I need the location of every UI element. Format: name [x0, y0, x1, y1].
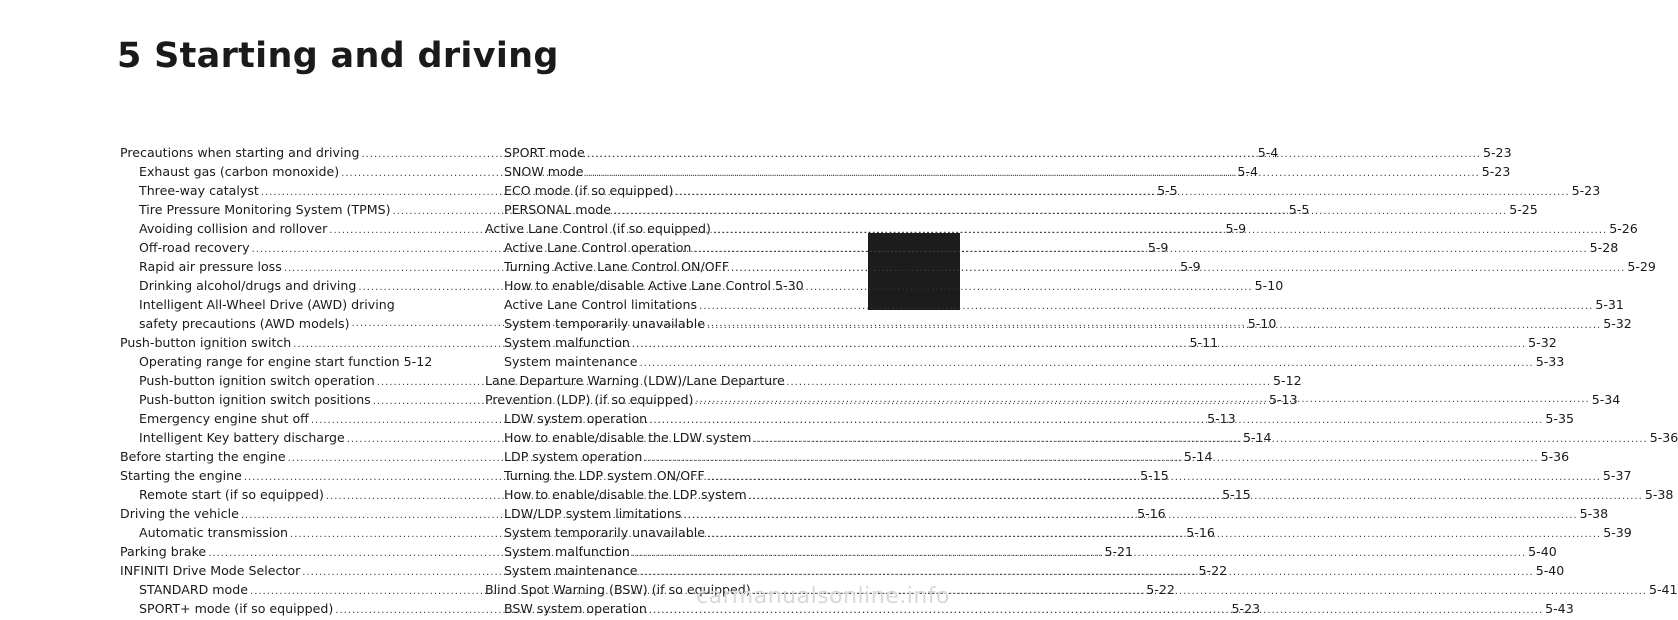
toc-entry-page: 5-5	[1157, 183, 1178, 198]
toc-entry-page: 5-33	[1535, 354, 1565, 369]
dot-leader	[731, 259, 1625, 278]
toc-entry-page: 5-21	[1104, 544, 1134, 559]
toc-entry-page: 5-26	[1609, 221, 1638, 236]
toc-entry-page: 5-37	[1602, 468, 1632, 483]
toc-entry-title: Avoiding collision and rollover	[139, 221, 328, 236]
toc-entry-title: How to enable/disable the LDP system	[504, 487, 747, 502]
toc-entry-title: Prevention (LDP) (if so equipped)	[485, 392, 694, 407]
toc-entry-page: 5-11	[1189, 335, 1219, 350]
toc-entry-title: Intelligent All-Wheel Drive (AWD) driving	[139, 297, 395, 312]
toc-entry-page: 5-34	[1591, 392, 1621, 407]
toc-entry-page: 5-23	[1571, 183, 1601, 198]
toc-entry-title: System temporarily unavailable	[504, 316, 705, 331]
toc-entry-page: 5-36	[1649, 430, 1678, 445]
toc-entry-page: 5-22	[1146, 582, 1175, 597]
toc-entry-page: 5-15	[1222, 487, 1251, 502]
toc-entry-title: Driving the vehicle	[120, 506, 239, 521]
toc-entry-page: 5-10	[1247, 316, 1277, 331]
toc-entry-page: 5-9	[1225, 221, 1247, 236]
toc-entry-title: LDP system operation	[504, 449, 643, 464]
toc-entry-page: 5-40	[1535, 563, 1565, 578]
toc-entry-title: Active Lane Control (if so equipped)	[485, 221, 711, 236]
toc-entry-title: safety precautions (AWD models)	[139, 316, 350, 331]
toc-entry-page: 5-30	[775, 278, 804, 293]
toc-entry-page: 5-16	[1137, 506, 1166, 521]
toc-entry-page: 5-22	[1198, 563, 1228, 578]
dot-leader	[707, 316, 1601, 335]
toc-entry-page: 5-4	[1257, 145, 1279, 160]
toc-entry-page: 5-14	[1183, 449, 1213, 464]
toc-entry-title: Tire Pressure Monitoring System (TPMS)	[139, 202, 391, 217]
toc-entry-title: SPORT+ mode (if so equipped)	[139, 601, 334, 616]
toc-entry-page: 5-39	[1603, 525, 1632, 540]
toc-entry-title: Starting the engine	[120, 468, 242, 483]
toc-entry-title: System maintenance	[504, 563, 638, 578]
toc-entry-title: Blind Spot Warning (BSW) (if so equipped)	[485, 582, 751, 597]
toc-entry-page: 5-12	[403, 354, 433, 369]
toc-entry-title: Emergency engine shut off	[139, 411, 309, 426]
toc-entry-page: 5-9	[1180, 259, 1201, 274]
toc-entry-title: INFINITI Drive Mode Selector	[120, 563, 301, 578]
toc-entry-page: 5-32	[1528, 335, 1557, 350]
toc-entry-page: 5-38	[1644, 487, 1674, 502]
toc-entry-title: Turning the LDP system ON/OFF	[504, 468, 705, 483]
toc-entry-title: Intelligent Key battery discharge	[139, 430, 345, 445]
dot-leader	[753, 430, 1647, 449]
toc-entry-title: SNOW mode	[504, 164, 584, 179]
toc-entry-title: System maintenance	[504, 354, 638, 369]
toc-entry-title: System temporarily unavailable	[504, 525, 705, 540]
toc-entry-page: 5-36	[1540, 449, 1570, 464]
toc-entry-title: LDW/LDP system limitations	[504, 506, 682, 521]
toc-entry[interactable]	[485, 276, 804, 295]
dot-leader	[675, 183, 1569, 202]
toc-entry-page: 5-23	[1483, 145, 1512, 160]
toc-entry-page: 5-31	[1595, 297, 1624, 312]
toc-entry-title: PERSONAL mode	[504, 202, 611, 217]
dot-leader	[707, 525, 1601, 544]
toc-entry-page: 5-13	[1207, 411, 1236, 426]
toc-entry-title: LDW system operation	[504, 411, 648, 426]
toc-entry-page: 5-16	[1186, 525, 1215, 540]
toc-entry-title: Remote start (if so equipped)	[139, 487, 324, 502]
toc-entry-page: 5-4	[1237, 164, 1258, 179]
dot-leader	[749, 487, 1643, 506]
toc-entry-page: 5-41	[1648, 582, 1678, 597]
toc-entry-page: 5-9	[1147, 240, 1169, 255]
toc-entry-page: 5-32	[1603, 316, 1632, 331]
toc-entry[interactable]	[485, 352, 1565, 371]
toc-entry-title: STANDARD mode	[139, 582, 249, 597]
toc-entry-title: Active Lane Control limitations	[504, 297, 698, 312]
dot-leader	[699, 297, 1593, 316]
toc-entry-title: Operating range for engine start function	[139, 354, 400, 369]
toc-entry-title: System malfunction	[504, 544, 630, 559]
toc-entry-page: 5-38	[1579, 506, 1609, 521]
toc-entry-title: Before starting the engine	[120, 449, 286, 464]
toc-entry-title: Precautions when starting and driving	[120, 145, 360, 160]
dot-leader	[713, 221, 1607, 240]
toc-entry-title: Rapid air pressure loss	[139, 259, 282, 274]
page-title: 5 Starting and driving	[117, 36, 559, 76]
toc-entry[interactable]	[485, 295, 1624, 314]
toc-entry-title: Three-way catalyst	[139, 183, 259, 198]
toc-entry-title: Automatic transmission	[139, 525, 289, 540]
toc-entry-title: How to enable/disable the LDW system	[504, 430, 752, 445]
toc-entry[interactable]	[120, 352, 432, 371]
toc-entry-page: 5-35	[1545, 411, 1575, 426]
toc-entry-title: Push-button ignition switch operation	[139, 373, 375, 388]
toc-entry-page: 5-23	[1231, 601, 1261, 616]
toc-entry-title: Off-road recovery	[139, 240, 250, 255]
toc-entry-page: 5-12	[1273, 373, 1302, 388]
watermark: carmanualsonline.info	[696, 584, 950, 609]
toc-entry-title: Push-button ignition switch positions	[139, 392, 371, 407]
toc-entry-page: 5-15	[1140, 468, 1169, 483]
toc-entry-title: Lane Departure Warning (LDW)/Lane Departure	[485, 373, 785, 388]
toc-entry-title: ECO mode (if so equipped)	[504, 183, 674, 198]
toc-entry-page: 5-5	[1288, 202, 1310, 217]
toc-entry-title: Push-button ignition switch	[120, 335, 292, 350]
dot-leader	[683, 506, 1577, 525]
toc-entry-title: How to enable/disable Active Lane Control	[504, 278, 772, 293]
toc-entry-page: 5-43	[1545, 601, 1574, 616]
toc-entry-title: Parking brake	[120, 544, 207, 559]
toc-entry-page: 5-28	[1589, 240, 1619, 255]
toc-entry-page: 5-10	[1254, 278, 1284, 293]
toc-entry-title: BSW system operation	[504, 601, 647, 616]
dot-leader	[693, 240, 1587, 259]
toc-entry-title: Turning Active Lane Control ON/OFF	[504, 259, 730, 274]
toc-entry-title: SPORT mode	[504, 145, 585, 160]
toc-entry-title: Drinking alcohol/drugs and driving	[139, 278, 357, 293]
toc-entry-page: 5-13	[1269, 392, 1298, 407]
toc-entry-page: 5-25	[1509, 202, 1538, 217]
dot-leader	[695, 390, 1589, 409]
toc-entry-page: 5-14	[1242, 430, 1272, 445]
toc-entry-title: Active Lane Control operation	[504, 240, 692, 255]
toc-entry-page: 5-40	[1528, 544, 1557, 559]
toc-entry-title: System malfunction	[504, 335, 630, 350]
toc-entry-page: 5-23	[1481, 164, 1511, 179]
toc-entry-page: 5-29	[1627, 259, 1656, 274]
toc-entry-title: Exhaust gas (carbon monoxide)	[139, 164, 340, 179]
dot-leader	[707, 468, 1601, 487]
